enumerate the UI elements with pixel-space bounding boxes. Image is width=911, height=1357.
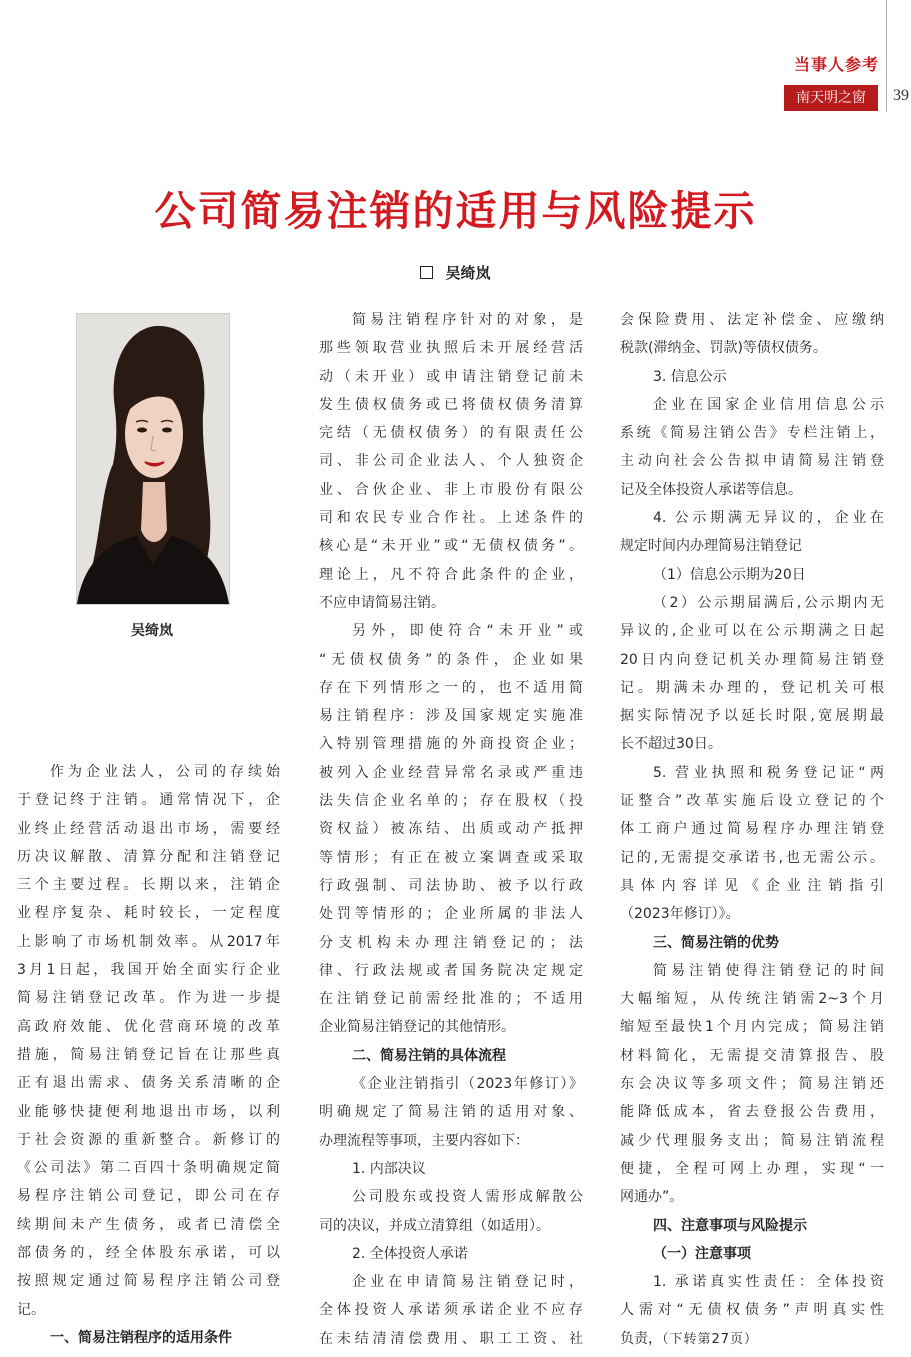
paragraph-line: 动（未开业）或申请注销登记前未 [319, 368, 583, 385]
paragraph-line: 措施，简易注销登记旨在让那些真 [17, 1046, 280, 1063]
paragraph-line: 企业在申请简易注销登记时， [352, 1274, 583, 1291]
paragraph-line: 明确规定了简易注销的适用对象、 [319, 1104, 583, 1121]
byline-square-icon [420, 266, 433, 279]
paragraph-line: 4. 公示期满无异议的，企业在 [653, 510, 884, 527]
paragraph-line: 在未结清清偿费用、职工工资、社 [319, 1330, 583, 1347]
paragraph-line: 记的,无需提交承诺书,也无需公示。 [620, 849, 884, 866]
portrait-illustration [77, 314, 229, 604]
author-photo [76, 313, 230, 605]
text-column-2 [319, 306, 583, 1353]
paragraph-line: 业能够快捷便利地退出市场，以利 [17, 1103, 280, 1120]
paragraph-line: 5. 营业执照和税务登记证“两 [653, 764, 884, 781]
section-heading: 三、简易注销的优势 [653, 934, 779, 951]
paragraph-line: 东会决议等多项文件；简易注销还 [620, 1076, 884, 1093]
paragraph-line: 在注销登记前需经批准的；不适用 [319, 991, 583, 1008]
paragraph-line: 资权益）被冻结、出质或动产抵押 [319, 821, 583, 838]
paragraph-line: 具体内容详见《企业注销指引 [620, 877, 884, 894]
subheading: 3. 信息公示 [653, 368, 727, 385]
paragraph-line: 续期间未产生债务，或者已清偿全 [17, 1216, 280, 1233]
paragraph-line: （1）信息公示期为20日 [653, 566, 806, 583]
paragraph-line: 主动向社会公告拟申请简易注销登 [620, 453, 884, 470]
paragraph-line: 记。 [17, 1301, 45, 1318]
paragraph-line: 大幅缩短，从传统注销需2~3个月 [620, 991, 884, 1008]
paragraph-line: 那些领取营业执照后未开展经营活 [319, 340, 583, 357]
paragraph-line: 业程序复杂、耗时较长，一定程度 [17, 905, 280, 922]
paragraph-line: （2）公示期届满后,公示期内无 [653, 594, 884, 611]
byline [0, 262, 911, 283]
paragraph-line: 材料简化，无需提交清算报告、股 [620, 1047, 884, 1064]
continuation-note: （下转第27页） [662, 1331, 759, 1347]
paragraph-line: 历决议解散、清算分配和注销登记 [17, 848, 280, 865]
paragraph-line: 20日内向登记机关办理简易注销登 [620, 651, 884, 668]
paragraph-line: 作为企业法人，公司的存续始 [50, 764, 280, 780]
paragraph-line: 简易注销使得注销登记的时间 [653, 962, 884, 979]
paragraph-line: 于登记终于注销。通常情况下，企 [17, 792, 280, 809]
paragraph-line: （2023年修订）》。 [620, 906, 740, 923]
paragraph-line: 存在下列情形之一的，也不适用简 [319, 679, 583, 696]
paragraph-line: 三个主要过程。长期以来，注销企 [17, 877, 280, 894]
paragraph-line: 人需对“无债权债务”声明真实性 [620, 1302, 884, 1319]
paragraph-line: 正有退出需求、债务关系清晰的企 [17, 1075, 280, 1092]
paragraph-line: 公司股东或投资人需形成解散公 [352, 1189, 583, 1206]
paragraph-line: 3月1日起，我国开始全面实行企业 [17, 962, 280, 979]
paragraph-line: 企业简易注销登记的其他情形。 [319, 1019, 515, 1036]
header-divider-line [886, 0, 887, 112]
text-column-3 [620, 306, 884, 1354]
paragraph-line: 发生债权债务或已将债权债务清算 [319, 396, 583, 413]
paragraph-line: 高政府效能、优化营商环境的改革 [17, 1018, 280, 1035]
paragraph-line: 据实际情况予以延长时限,宽展期最 [620, 708, 884, 725]
paragraph-line: 证整合”改革实施后设立登记的个 [620, 793, 884, 810]
paragraph-line: 于社会资源的重新整合。新修订的 [17, 1131, 280, 1148]
paragraph-line: 办理流程等事项，主要内容如下： [319, 1132, 529, 1149]
paragraph-line: 减少代理服务支出；简易注销流程 [620, 1132, 884, 1149]
photo-caption: 吴绮岚 [131, 623, 173, 639]
paragraph-line: 核心是“未开业”或“无债权债务”。 [319, 538, 583, 555]
paragraph-line: 规定时间内办理简易注销登记 [620, 538, 802, 555]
subsection-heading: （一）注意事项 [653, 1245, 751, 1262]
paragraph-line: 系统《简易注销公告》专栏注销上， [620, 425, 884, 442]
subheading: 2. 全体投资人承诺 [352, 1245, 468, 1262]
article-title: 公司简易注销的适用与风险提示 [154, 187, 757, 235]
paragraph-line: 司、非公司企业法人、个人独资企 [319, 453, 583, 470]
paragraph-line: 记。期满未办理的，登记机关可根 [620, 679, 884, 696]
paragraph-line: 部债务的，经全体股东承诺，可以 [17, 1245, 280, 1262]
paragraph-line: 业终止经营活动退出市场，需要经 [17, 820, 280, 837]
paragraph-line: 按照规定通过简易程序注销公司登 [17, 1273, 280, 1290]
paragraph-line: 司的决议，并成立清算组（如适用）。 [319, 1217, 550, 1234]
paragraph-line: 入特别管理措施的外商投资企业； [319, 736, 583, 753]
paragraph-line: 法失信企业名单的；存在股权（投 [319, 793, 583, 810]
paragraph-line: 长不超过30日。 [620, 736, 722, 753]
paragraph-line: 易程序注销公司登记，即公司在存 [17, 1188, 280, 1205]
paragraph-line: 企业在国家企业信用信息公示 [653, 396, 884, 413]
paragraph-line: 网通办”。 [620, 1189, 684, 1206]
paragraph-line: 简易注销登记改革。作为进一步提 [17, 990, 280, 1007]
paragraph-line: 异议的,企业可以在公示期满之日起 [620, 623, 884, 640]
paragraph-line: 记及全体投资人承诺等信息。 [620, 481, 802, 498]
column-tag: 南天明之窗 [784, 85, 878, 111]
page-number: 39 [893, 87, 909, 104]
paragraph-line: 律、行政法规或者国务院决定规定 [319, 962, 583, 979]
section-heading: 二、简易注销的具体流程 [352, 1047, 506, 1064]
subheading: 1. 内部决议 [352, 1160, 426, 1177]
paragraph-line: 全体投资人承诺须承诺企业不应存 [319, 1302, 583, 1319]
paragraph-line: 上影响了市场机制效率。从2017年 [17, 933, 280, 950]
paragraph-line: 缩短至最快1个月内完成；简易注销 [620, 1019, 884, 1036]
paragraph-line: 行政强制、司法协助、被予以行政 [319, 877, 583, 894]
paragraph-line: 理论上，凡不符合此条件的企业， [319, 566, 583, 583]
paragraph-line: 简易注销程序针对的对象，是 [352, 312, 583, 328]
paragraph-line: 分支机构未办理注销登记的；法 [319, 934, 583, 951]
paragraph-line: 业、合伙企业、非上市股份有限公 [319, 481, 583, 498]
paragraph-line: 体工商户通过简易程序办理注销登 [620, 821, 884, 838]
paragraph-line: 易注销程序：涉及国家规定实施准 [319, 708, 583, 725]
paragraph-line: 税款(滞纳金、罚款)等债权债务。 [620, 340, 827, 357]
paragraph-line: “无债权债务”的条件，企业如果 [319, 651, 583, 668]
paragraph-line: 被列入企业经营异常名录或严重违 [319, 764, 583, 781]
paragraph-line-text: 负责， [620, 1330, 662, 1347]
paragraph-line: 司和农民专业合作社。上述条件的 [319, 510, 583, 527]
paragraph-line: 完结（无债权债务）的有限责任公 [319, 425, 583, 442]
paragraph-line: 等情形；有正在被立案调查或采取 [319, 849, 583, 866]
paragraph-line: 《公司法》第二百四十条明确规定简 [17, 1160, 280, 1177]
paragraph-line: 处罚等情形的；企业所属的非法人 [319, 906, 583, 923]
paragraph-line: 另外，即使符合“未开业”或 [352, 623, 583, 640]
text-column-1 [17, 758, 280, 1352]
section-heading: 一、简易注销程序的适用条件 [50, 1329, 232, 1346]
paragraph-line: 便捷，全程可网上办理，实现“一 [620, 1160, 884, 1177]
paragraph-line: 1. 承诺真实性责任：全体投资 [653, 1274, 884, 1291]
section-heading: 四、注意事项与风险提示 [653, 1217, 807, 1234]
paragraph-line [620, 1325, 884, 1354]
paragraph-line: 不应申请简易注销。 [319, 594, 445, 611]
paragraph-line: 能降低成本，省去登报公告费用， [620, 1104, 884, 1121]
author-name: 吴绮岚 [445, 264, 491, 282]
section-name: 当事人参考 [793, 55, 879, 74]
paragraph-line: 会保险费用、法定补偿金、应缴纳 [620, 312, 884, 328]
paragraph-line: 《企业注销指引（2023年修订）》 [352, 1076, 583, 1093]
